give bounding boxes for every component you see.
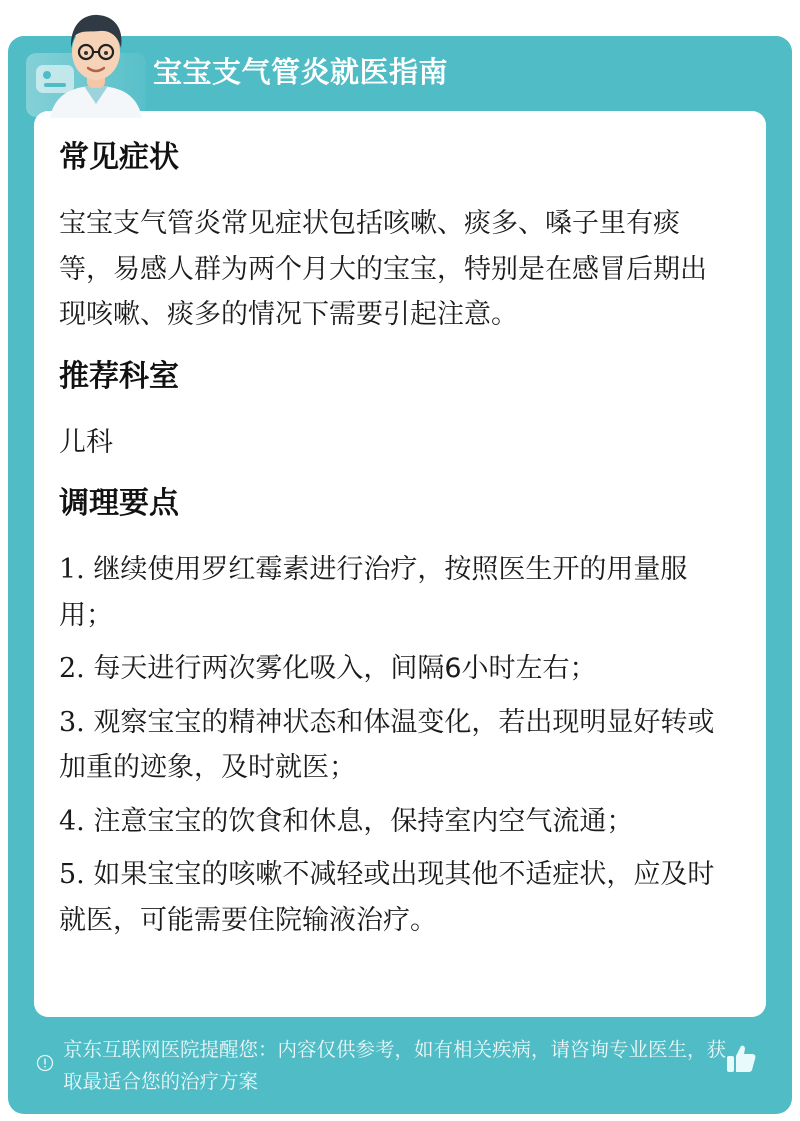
symptoms-text: 宝宝支气管炎常见症状包括咳嗽、痰多、嗓子里有痰等，易感人群为两个月大的宝宝，特别是在感冒后期出现咳嗽、痰多的情况下需要引起注意。 xyxy=(59,208,707,330)
info-icon xyxy=(36,1054,54,1072)
section-title-care-points: 调理要点 xyxy=(59,486,179,521)
thumbs-up-icon[interactable] xyxy=(724,1042,758,1076)
list-item-number: 2. xyxy=(59,653,85,684)
list-item-text: 如果宝宝的咳嗽不减轻或出现其他不适症状，应及时就医，可能需要住院输液治疗。 xyxy=(59,859,715,936)
list-item-number: 1. xyxy=(59,554,85,585)
section-title-department: 推荐科室 xyxy=(59,358,179,394)
department-text: 儿科 xyxy=(59,426,113,458)
list-item xyxy=(59,547,731,638)
list-item-text: 观察宝宝的精神状态和体温变化，若出现明显好转或加重的迹象，及时就医； xyxy=(59,706,715,783)
page-title: 宝宝支气管炎就医指南 xyxy=(153,55,449,89)
list-item-number: 3. xyxy=(59,706,85,738)
list-item-text: 注意宝宝的饮食和休息，保持室内空气流通； xyxy=(93,805,634,837)
list-item-number: 4. xyxy=(59,805,85,837)
doctor-avatar-icon xyxy=(40,6,152,118)
list-item xyxy=(59,799,731,845)
section-title-symptoms: 常见症状 xyxy=(59,140,179,175)
footer-disclaimer: 京东互联网医院提醒您：内容仅供参考，如有相关疾病，请咨询专业医生，获取最适合您的治疗方案 xyxy=(63,1038,727,1093)
list-item-number: 5. xyxy=(59,859,85,890)
care-points-list xyxy=(59,547,731,943)
list-item-text: 继续使用罗红霉素进行治疗，按照医生开的用量服用； xyxy=(59,554,688,631)
list-item xyxy=(59,700,731,791)
list-item-text: 每天进行两次雾化吸入，间隔6小时左右； xyxy=(93,653,597,684)
content-body xyxy=(59,133,731,951)
list-item xyxy=(59,852,731,943)
list-item xyxy=(59,646,731,692)
